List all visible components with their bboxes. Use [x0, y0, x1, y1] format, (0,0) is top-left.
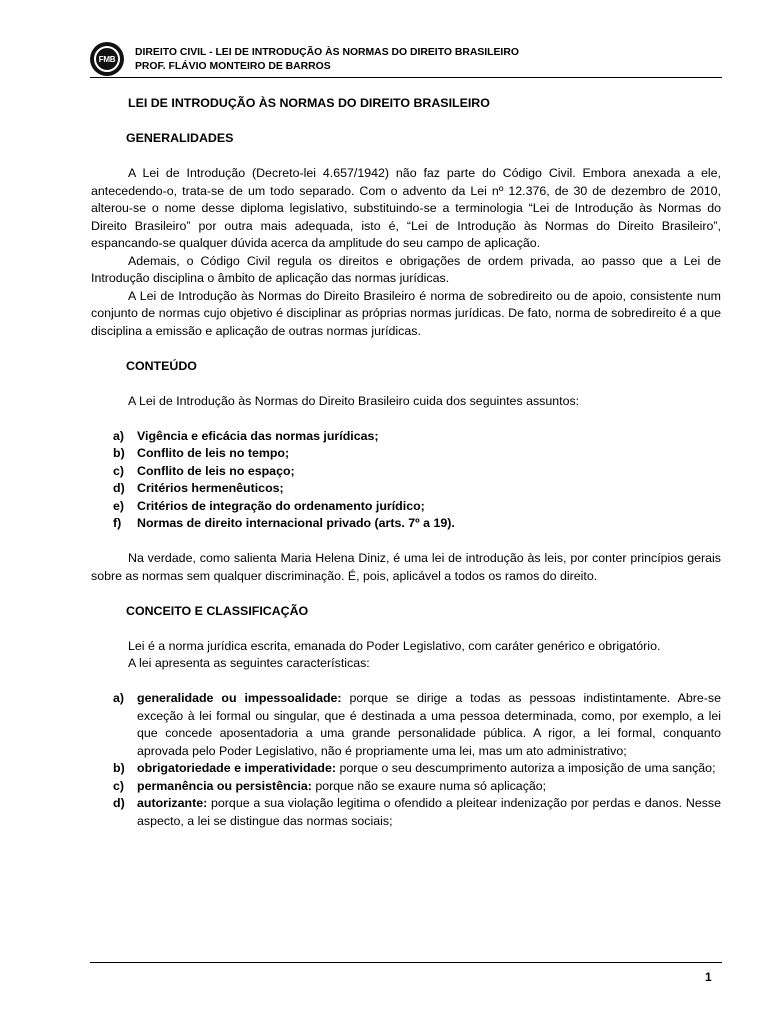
- list-item-text: Normas de direito internacional privado (arts. 7º a 19).: [137, 516, 455, 530]
- list-item: [91, 760, 721, 778]
- list-marker: b): [113, 761, 125, 775]
- section-title-conceito: CONCEITO E CLASSIFICAÇÃO: [126, 603, 309, 618]
- paragraph: A lei apresenta as seguintes características:: [128, 656, 370, 670]
- paragraph: A Lei de Introdução às Normas do Direito Brasileiro é norma de sobredireito ou de apoio, consistente num conjunto de normas cujo objetivo é disciplinar as próprias normas jurídicas. De fato, norma de sobredireito é a que disciplina a emissão e aplicação de outras normas jurídicas.: [91, 288, 721, 338]
- list-item-term: generalidade ou impessoalidade:: [137, 691, 342, 705]
- header-text: [135, 46, 519, 74]
- paragraph: Lei é a norma jurídica escrita, emanada do Poder Legislativo, com caráter genérico e obrigatório.: [128, 638, 661, 653]
- list-item-text: Conflito de leis no espaço;: [137, 463, 295, 478]
- list-item: [91, 795, 721, 830]
- paragraph: A Lei de Introdução às Normas do Direito Brasileiro cuida dos seguintes assuntos:: [128, 393, 580, 408]
- list-item: [91, 515, 721, 533]
- logo-ring: [94, 46, 120, 72]
- footer-rule: [90, 962, 722, 963]
- paragraph: A Lei de Introdução (Decreto-lei 4.657/1942) não faz parte do Código Civil. Embora anexada a ele, antecedendo-o, trata-se de um todo separado. Com o advento da Lei nº 12.376, de 30 de dezembro de 2010, alterou-se o nome desse diploma legislativo, substituindo-se a terminologia “Lei de Introdução às Normas do Direito Brasileiro” por outra mais adequada, isto é, “Lei de Introdução às Normas do Direito Brasileiro”, espancando-se qualquer dúvida acerca da amplitude do seu campo de aplicação.: [91, 166, 721, 250]
- list-item: [91, 445, 721, 463]
- list-marker: a): [113, 428, 125, 443]
- page-number: 1: [705, 970, 712, 984]
- paragraph: Na verdade, como salienta Maria Helena Diniz, é uma lei de introdução às leis, por conter princípios gerais sobre as normas sem qualquer discriminação. É, pois, aplicável a todos os ramos do direito.: [91, 551, 721, 583]
- logo-text: FMB: [98, 54, 116, 64]
- list-item-term: obrigatoriedade e imperatividade:: [137, 761, 336, 775]
- list-marker: b): [113, 446, 125, 460]
- list-item: [91, 690, 721, 760]
- list-marker: c): [113, 778, 125, 793]
- list-item-term: autorizante:: [137, 796, 208, 810]
- page-header: [90, 40, 722, 80]
- list-item: [91, 480, 721, 498]
- list-item-text: porque se dirige a todas as pessoas indistintamente. Abre-se exceção à lei formal ou singular, que é destinada a uma pessoa determinada, como, por exemplo, a lei que concede aposentadoria a uma grande personalidade pública. A rigor, a lei formal, conquanto aprovada pelo Poder Legislativo, não é propriamente uma lei, mas um ato administrativo;: [137, 691, 721, 758]
- list-item-text: Critérios hermenêuticos;: [137, 481, 284, 495]
- fmb-logo: [90, 42, 124, 76]
- list-item-term: permanência ou persistência:: [137, 778, 312, 793]
- list-marker: f): [113, 516, 122, 530]
- document-title: LEI DE INTRODUÇÃO ÀS NORMAS DO DIREITO BRASILEIRO: [128, 96, 490, 110]
- subjects-list: [91, 428, 721, 533]
- list-marker: d): [113, 481, 125, 495]
- list-item-text: porque a sua violação legitima o ofendido a pleitear indenização por perdas e danos. Nesse aspecto, a lei se distingue das normas sociais;: [137, 796, 721, 828]
- list-marker: e): [113, 498, 125, 513]
- list-item-text: Conflito de leis no tempo;: [137, 446, 290, 460]
- list-marker: a): [113, 691, 125, 705]
- list-marker: c): [113, 463, 125, 478]
- header-course-title: DIREITO CIVIL - LEI DE INTRODUÇÃO ÀS NORMAS DO DIREITO BRASILEIRO: [135, 47, 519, 58]
- document-body: [91, 95, 721, 830]
- list-item-text: porque o seu descumprimento autoriza a imposição de uma sanção;: [336, 761, 716, 775]
- characteristics-list: [91, 690, 721, 830]
- list-marker: d): [113, 796, 125, 810]
- header-rule: [90, 77, 722, 78]
- list-item-text: Vigência e eficácia das normas jurídicas;: [137, 428, 379, 443]
- list-item-text: porque não se exaure numa só aplicação;: [311, 778, 547, 793]
- section-title-conteudo: CONTEÚDO: [126, 358, 197, 373]
- section-title-generalidades: GENERALIDADES: [126, 131, 234, 145]
- list-item: [91, 463, 721, 481]
- list-item: [91, 428, 721, 446]
- header-professor: PROF. FLÁVIO MONTEIRO DE BARROS: [135, 61, 331, 72]
- list-item: [91, 498, 721, 516]
- list-item: [91, 778, 721, 796]
- list-item-text: Critérios de integração do ordenamento jurídico;: [137, 498, 425, 513]
- paragraph: Ademais, o Código Civil regula os direitos e obrigações de ordem privada, ao passo que a Lei de Introdução disciplina o âmbito de aplicação das normas jurídicas.: [91, 253, 721, 285]
